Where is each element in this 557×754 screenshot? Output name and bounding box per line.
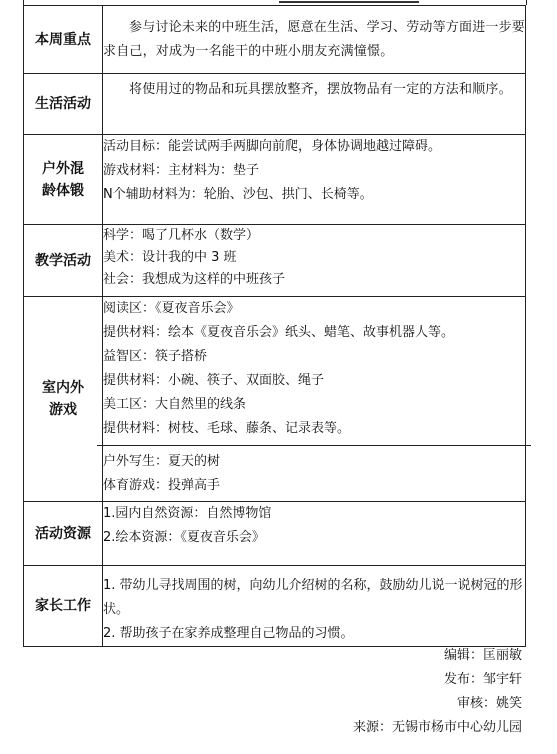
indoor-game-line: 提供材料：绘本《夏夜音乐会》纸头、蜡笔、故事机器人等。 [103, 325, 455, 340]
table-row [24, 502, 526, 566]
outdoor-label-line-1: 户外混 [42, 160, 84, 177]
reviewer-credit: 审核：姚笑 [456, 696, 522, 711]
table-row [24, 74, 526, 135]
row-label-focus: 本周重点 [24, 6, 103, 74]
credits [353, 644, 522, 740]
parent-line: 2. 帮助孩子在家养成整理自己物品的习惯。 [103, 626, 354, 641]
row-content-teaching [103, 225, 526, 297]
table-row [24, 6, 526, 74]
table-row [24, 135, 526, 225]
outdoor-game-line: 体育游戏：投弹高手 [103, 478, 221, 493]
indoor-game-line: 提供材料：树枝、毛球、藤条、记录表等。 [103, 421, 351, 436]
table-row [24, 225, 526, 297]
games-label-line-1: 室内外 [42, 380, 84, 396]
row-content-parents [103, 566, 526, 647]
row-label-outdoor [24, 135, 103, 225]
outdoor-line: 活动目标：能尝试两手两脚向前爬，身体协调地越过障碍。 [103, 139, 442, 154]
row-content-life [103, 74, 526, 135]
row-label-resources: 活动资源 [24, 502, 103, 566]
row-content-focus [103, 6, 526, 74]
table-row [24, 297, 526, 502]
teaching-line: 社会：我想成为这样的中班孩子 [103, 272, 286, 287]
indoor-game-line: 益智区：筷子搭桥 [103, 349, 208, 364]
outdoor-line: N个辅助材料为：轮胎、沙包、拱门、长椅等。 [103, 187, 373, 202]
games-label-line-2: 游戏 [49, 402, 77, 418]
row-label-parents: 家长工作 [24, 566, 103, 647]
focus-text: 参与讨论未来的中班生活，愿意在生活、学习、劳动等方面进一步要求自己，对成为一名能干的中班小朋友充满憧憬。 [103, 20, 526, 59]
outdoor-game-line: 户外写生：夏天的树 [103, 454, 221, 469]
outdoor-label-line-2: 龄体锻 [42, 182, 84, 199]
teaching-line: 科学：喝了几杯水（数学） [103, 228, 260, 243]
row-label-teaching: 教学活动 [24, 225, 103, 297]
publisher-credit: 发布：邹宇轩 [443, 672, 522, 687]
editor-credit: 编辑：匡丽敏 [443, 648, 522, 663]
outdoor-line: 游戏材料：主材料为：垫子 [103, 163, 260, 178]
parent-line: 1. 带幼儿寻找周围的树，向幼儿介绍树的名称，鼓励幼儿说一说树冠的形状。 [103, 578, 523, 617]
source-credit: 来源：无锡市杨市中心幼儿园 [352, 720, 522, 735]
outdoor-games-section [97, 445, 531, 498]
indoor-game-line: 提供材料：小碗、筷子、双面胶、绳子 [103, 373, 325, 388]
row-label-life: 生活活动 [24, 74, 103, 135]
teaching-line: 美术：设计我的中 3 班 [103, 250, 237, 265]
weekly-plan-table [23, 5, 526, 647]
life-text: 将使用过的物品和玩具摆放整齐，摆放物品有一定的方法和顺序。 [129, 82, 512, 97]
indoor-game-line: 美工区：大自然里的线条 [103, 397, 247, 412]
resource-line: 1.园内自然资源：自然博物馆 [103, 506, 272, 521]
row-content-outdoor [103, 135, 526, 225]
resource-line: 2.绘本资源：《夏夜音乐会》 [103, 530, 265, 545]
indoor-game-line: 阅读区：《夏夜音乐会》 [103, 301, 240, 316]
row-label-games [24, 297, 103, 502]
table-row [24, 566, 526, 647]
row-content-resources [103, 502, 526, 566]
row-content-games [103, 297, 526, 502]
